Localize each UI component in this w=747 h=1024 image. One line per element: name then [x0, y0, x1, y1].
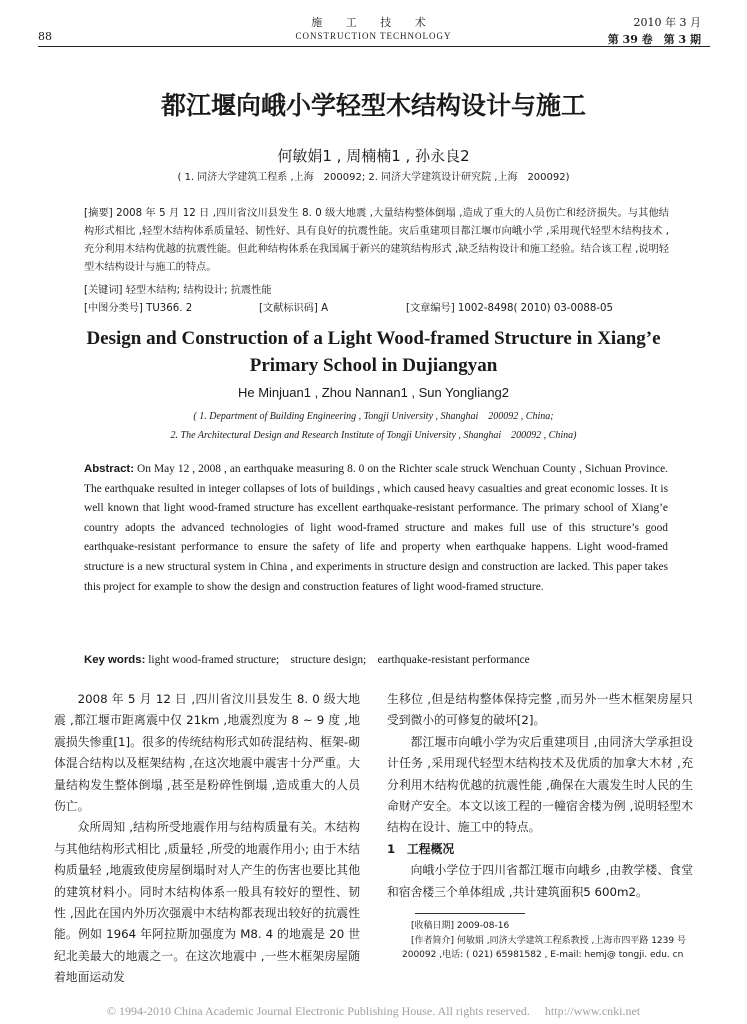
clc-number: [中图分类号] TU366. 2 [84, 303, 193, 314]
page-number: 88 [38, 30, 52, 43]
body-paragraph: 向峨小学位于四川省都江堰市向峨乡 ,由教学楼、食堂和宿舍楼三个单体组成 ,共计建筑面积5 600m2。 [387, 863, 693, 899]
affiliation-en-2: 2. The Architectural Design and Research Institute of Tongji University , Shanghai 200092 , China) [170, 430, 577, 441]
keywords-en-text: light wood-framed structure; structure design; earthquake-resistant performance [148, 654, 530, 666]
document-code: [文献标识码] A [259, 303, 329, 314]
keywords-en [84, 651, 668, 667]
footnote-rule [415, 913, 525, 914]
abstract-en [84, 460, 668, 597]
article-number: [文章编号] 1002-8498( 2010) 03-0088-05 [406, 303, 614, 314]
abstract-en-text: On May 12 , 2008 , an earthquake measuring 8. 0 on the Richter scale struck Wenchuan County , Sichuan Province. The earthquake resulted in integer collapses of lots of buildings , which caused heavy casualties and great economic losses. It is well known that light wood-framed structure has excellent earthquake-resistant performance. The primary school of Xiang’e country adopts the advanced technologies of light wood-framed structure and makes full use of this structure’s good earthquake-resistant performance to ensure the safety of life and property when earthquake happens. Light wood-framed structure is a new structural system in China , and experiments in structure design and construction are lacked. This paper takes this project for example to show the design and construction features of light wood-framed structure. [84, 463, 668, 593]
header-rule [38, 46, 710, 47]
footnote-author-bio: [作者简介] 何敏娟 ,同济大学建筑工程系教授 ,上海市四平路 1239 号 200092 ,电话: ( 021) 65981582 , E-mail: hemj@ tongji. edu. cn [402, 935, 695, 960]
journal-name-cn: 施 工 技 术 [311, 16, 436, 29]
footnote-received: [收稿日期] 2009-08-16 [411, 921, 510, 931]
body-column-left [54, 689, 360, 989]
section-heading: 1 工程概况 [387, 841, 455, 856]
affiliations-cn: ( 1. 同济大学建筑工程系 ,上海 200092; 2. 同济大学建筑设计研究院 ,上海 200092) [177, 172, 570, 183]
copyright-watermark: © 1994-2010 China Academic Journal Electronic Publishing House. All rights reserved. http://www.cnki.net [106, 1004, 641, 1018]
keywords-en-label: Key words: [84, 654, 146, 666]
issue-date: 2010 年 3 月 [633, 16, 701, 29]
issue-volume: 第 39 卷 第 3 期 [607, 33, 701, 46]
paper-title-cn: 都江堰向峨小学轻型木结构设计与施工 [160, 91, 586, 120]
journal-name-en: CONSTRUCTION TECHNOLOGY [295, 31, 452, 41]
authors-cn: 何敏娟1 , 周楠楠1 , 孙永良2 [277, 147, 470, 165]
affiliation-en-1: ( 1. Department of Building Engineering , Tongji University , Shanghai 200092 , China; [193, 411, 554, 422]
paper-title-en: Design and Construction of a Light Wood-framed Structure in Xiang’e Primary School in Dujiangyan [86, 328, 661, 376]
abstract-en-label: Abstract: [84, 463, 135, 475]
body-paragraph: 2008 年 5 月 12 日 ,四川省汶川县发生 8. 0 级大地震 ,都江堰市距离震中仅 21km ,地震烈度为 8 ~ 9 度 ,地震损失惨重[1]。很多的传统结构形式如砖混结构、框架-砌体混合结构以及框架结构 ,在这次地震中震害十分严重。大量结构发生整体倒塌 ,甚至是粉碎性倒塌 ,造成重大的人员伤亡。 [54, 692, 360, 814]
body-paragraph: 都江堰市向峨小学为灾后重建项目 ,由同济大学承担设计任务 ,采用现代轻型木结构技术及优质的加拿大木材 ,充分利用木结构优越的抗震性能 ,确保在大震发生时人民的生命财产安全。本文以该工程的一幢宿舍楼为例 ,说明轻型木结构在设计、施工中的特点。 [387, 734, 693, 835]
body-paragraph: 众所周知 ,结构所受地震作用与结构质量有关。木结构与其他结构形式相比 ,质量轻 ,所受的地震作用小; 由于木结构质量轻 ,地震致使房屋倒塌时对人产生的伤害也要比其他的建筑材料小。同时木结构体系一般具有较好的塑性、韧性 ,因此在国内外历次强震中木结构都表现出较好的抗震性能。例如 1964 年阿拉斯加强度为 M8. 4 的地震是 20 世纪北美最大的地震之一。在这次地震中 ,一些木框架房屋随着地面运动发 [54, 820, 360, 985]
body-paragraph: 生移位 ,但是结构整体保持完整 ,而另外一些木框架房屋只受到微小的可修复的破坏[2]。 [387, 692, 693, 728]
body-column-right [387, 689, 693, 903]
affiliations-en [0, 407, 747, 445]
authors-en: He Minjuan1 , Zhou Nannan1 , Sun Yongliang2 [237, 385, 510, 400]
footnote [402, 919, 698, 963]
abstract-cn: [摘要] 2008 年 5 月 12 日 ,四川省汶川县发生 8. 0 级大地震 ,大量结构整体倒塌 ,造成了重大的人员伤亡和经济损失。与其他结构形式相比 ,轻型木结构体系质量轻、韧性好、具有良好的抗震性能。灾后重建项目都江堰市向峨小学 ,采用现代轻型木结构技术 ,充分利用木结构优越的抗震性能。但此种结构体系在我国属于新兴的建筑结构形式 ,缺乏结构设计和施工经验。结合该工程 ,说明轻型木结构设计与施工的特点。 [84, 208, 669, 273]
keywords-cn: [关键词] 轻型木结构; 结构设计; 抗震性能 [84, 285, 272, 296]
